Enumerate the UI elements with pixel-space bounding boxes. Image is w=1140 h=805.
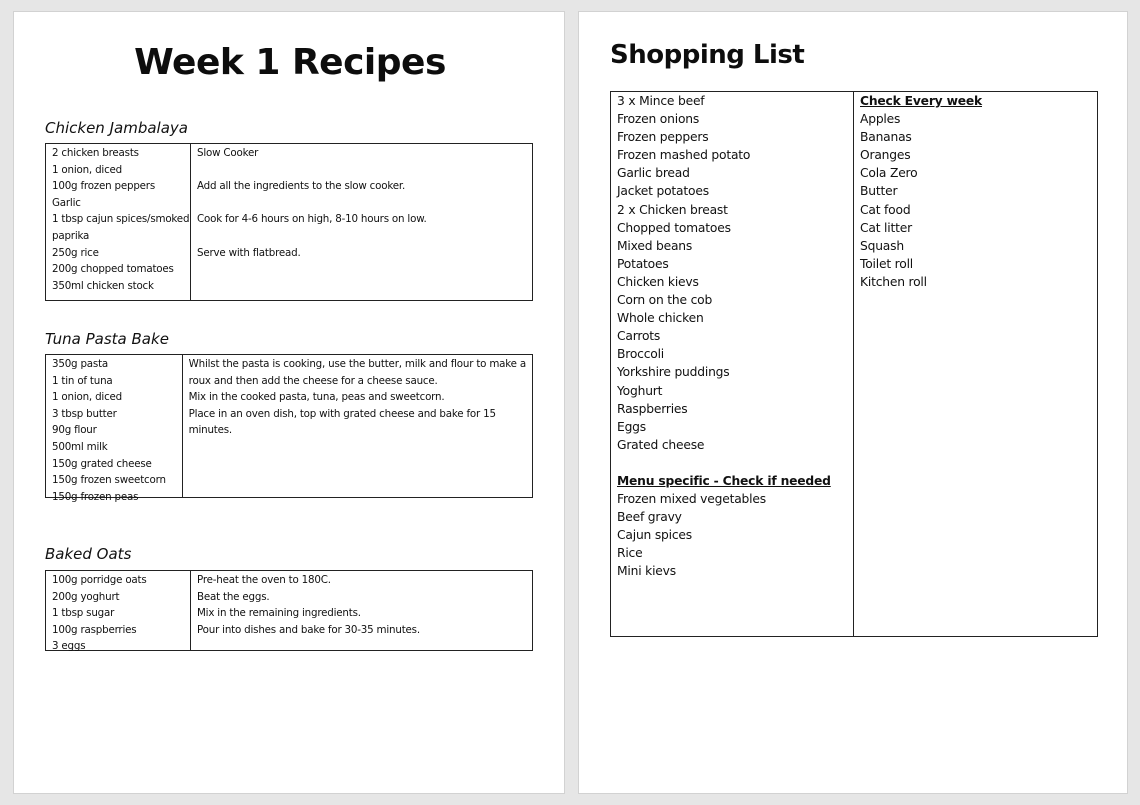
method-step: Slow Cooker xyxy=(197,147,259,159)
method-step: Pour into dishes and bake for 30-35 minutes. xyxy=(197,623,420,636)
shopping-item: Yoghurt xyxy=(617,383,663,398)
method-step: Cook for 4-6 hours on high, 8-10 hours on low. xyxy=(197,213,427,226)
spacer xyxy=(617,454,853,472)
shopping-item: Frozen mashed potato xyxy=(617,148,751,163)
ingredient-item: 150g frozen sweetcorn xyxy=(52,474,166,487)
shopping-item: Jacket potatoes xyxy=(617,184,709,199)
ingredient-item: 150g grated cheese xyxy=(52,457,152,470)
shopping-item: Eggs xyxy=(617,419,646,434)
shopping-item: Cat litter xyxy=(860,220,912,235)
method-step: Beat the eggs. xyxy=(197,590,270,603)
shopping-item: Broccoli xyxy=(617,347,665,362)
recipe-title-chicken-jambalaya: Chicken Jambalaya xyxy=(45,119,188,137)
shopping-item: Cat food xyxy=(860,202,911,217)
method-step: roux and then add the cheese for a cheese sauce. xyxy=(188,374,438,387)
shopping-column-left xyxy=(611,92,854,636)
method-column xyxy=(183,355,532,497)
recipe-title-baked-oats: Baked Oats xyxy=(45,545,132,563)
shopping-item: Yorkshire puddings xyxy=(617,365,730,380)
shopping-item: Mixed beans xyxy=(617,238,693,253)
ingredient-item: 1 tbsp sugar xyxy=(52,607,115,620)
ingredient-item: 350ml chicken stock xyxy=(52,279,154,292)
ingredient-item: 100g porridge oats xyxy=(52,574,147,586)
ingredient-item: 150g frozen peas xyxy=(52,490,139,503)
method-step: minutes. xyxy=(188,424,233,437)
ingredient-item: 200g yoghurt xyxy=(52,590,120,603)
ingredient-item: 2 chicken breasts xyxy=(52,147,139,159)
shopping-item: 2 x Chicken breast xyxy=(617,202,728,217)
shopping-item: Frozen onions xyxy=(617,112,700,127)
method-step: Serve with flatbread. xyxy=(197,246,301,259)
ingredients-column xyxy=(46,144,191,300)
shopping-item: Corn on the cob xyxy=(617,293,713,308)
recipes-page xyxy=(13,11,565,794)
section-heading-menu-specific: Menu specific - Check if needed xyxy=(617,473,831,488)
ingredient-item: 100g frozen peppers xyxy=(52,180,156,193)
ingredient-item: 3 tbsp butter xyxy=(52,407,117,420)
shopping-item: Squash xyxy=(860,238,904,253)
ingredient-item: 500ml milk xyxy=(52,440,108,453)
method-step: Whilst the pasta is cooking, use the butter, milk and flour to make a xyxy=(188,358,526,370)
ingredient-item: 1 onion, diced xyxy=(52,163,123,176)
shopping-item: Bananas xyxy=(860,130,912,145)
shopping-item: Kitchen roll xyxy=(860,274,927,289)
shopping-item: Carrots xyxy=(617,329,661,344)
spacer xyxy=(197,195,526,212)
shopping-item: Chicken kievs xyxy=(617,274,699,289)
recipe-table-tuna-pasta-bake xyxy=(45,354,533,503)
shopping-item: Garlic bread xyxy=(617,166,690,181)
ingredient-item: 100g raspberries xyxy=(52,623,137,636)
shopping-item: Toilet roll xyxy=(860,256,914,271)
ingredients-column xyxy=(46,571,191,653)
method-step: Mix in the remaining ingredients. xyxy=(197,607,361,620)
ingredient-item: 1 onion, diced xyxy=(52,391,123,404)
ingredient-item: 1 tin of tuna xyxy=(52,374,113,387)
shopping-item: Frozen mixed vegetables xyxy=(617,492,766,507)
method-column xyxy=(191,144,532,300)
page-title: Week 1 Recipes xyxy=(134,42,446,83)
recipe-title-tuna-pasta-bake: Tuna Pasta Bake xyxy=(45,330,169,348)
shopping-item: Rice xyxy=(617,546,643,561)
shopping-item: Potatoes xyxy=(617,256,669,271)
page-title: Shopping List xyxy=(610,40,805,70)
ingredient-item: 200g chopped tomatoes xyxy=(52,263,174,276)
method-step: Mix in the cooked pasta, tuna, peas and sweetcorn. xyxy=(188,391,445,404)
shopping-item: Raspberries xyxy=(617,401,688,416)
ingredient-item: 250g rice xyxy=(52,246,99,259)
method-column xyxy=(191,571,532,650)
shopping-column-right xyxy=(854,92,1097,636)
shopping-item: Apples xyxy=(860,112,901,127)
method-step: Add all the ingredients to the slow cooker. xyxy=(197,180,406,193)
section-heading-check-every-week: Check Every week xyxy=(860,94,983,108)
spacer xyxy=(197,228,526,245)
shopping-item: Cajun spices xyxy=(617,528,692,543)
ingredient-item: Garlic xyxy=(52,196,81,209)
shopping-item: Grated cheese xyxy=(617,437,705,452)
shopping-item: Frozen peppers xyxy=(617,130,709,145)
spacer xyxy=(197,162,526,179)
shopping-item: Oranges xyxy=(860,148,911,163)
ingredient-item: 350g pasta xyxy=(52,358,109,370)
shopping-item: Beef gravy xyxy=(617,510,682,525)
recipe-table-baked-oats xyxy=(45,570,533,651)
method-step: Place in an oven dish, top with grated cheese and bake for 15 xyxy=(188,407,496,420)
ingredient-item: paprika xyxy=(52,229,90,242)
shopping-item: Whole chicken xyxy=(617,311,704,326)
shopping-item: Mini kievs xyxy=(617,564,676,579)
ingredient-item: 3 eggs xyxy=(52,640,86,653)
shopping-list-table xyxy=(610,91,1098,637)
shopping-list-page xyxy=(578,11,1128,794)
shopping-item: Cola Zero xyxy=(860,166,918,181)
ingredient-item: 1 tbsp cajun spices/smoked xyxy=(52,213,190,226)
ingredient-item: 90g flour xyxy=(52,424,97,437)
recipe-table-chicken-jambalaya xyxy=(45,143,533,301)
shopping-item: Butter xyxy=(860,184,898,199)
shopping-item: 3 x Mince beef xyxy=(617,94,705,108)
method-step: Pre-heat the oven to 180C. xyxy=(197,574,331,586)
shopping-item: Chopped tomatoes xyxy=(617,220,731,235)
ingredients-column xyxy=(46,355,183,503)
